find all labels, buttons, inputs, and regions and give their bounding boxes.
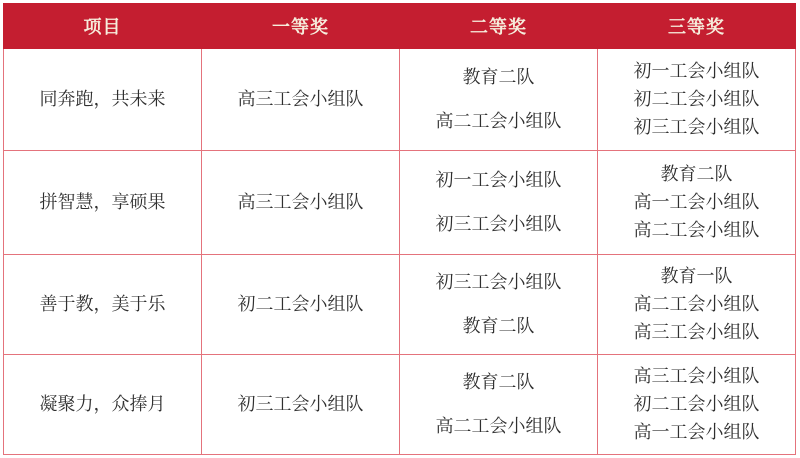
team-name: 教育二队 <box>462 315 535 337</box>
team-name: 初三工会小组队 <box>435 271 562 293</box>
table-row <box>4 255 796 355</box>
team-name: 初三工会小组队 <box>633 116 760 138</box>
table-row <box>4 49 796 151</box>
header-cell-project: 项目 <box>4 4 202 49</box>
header-cell-second-prize: 二等奖 <box>400 4 598 49</box>
team-name: 高三工会小组队 <box>633 321 760 343</box>
team-name: 教育一队 <box>660 265 733 287</box>
second-prize-cell <box>400 49 598 151</box>
project-cell <box>4 255 202 355</box>
project-name: 善于教，美于乐 <box>39 293 166 315</box>
table-row <box>4 355 796 455</box>
table-row <box>4 151 796 255</box>
project-name: 同奔跑，共未来 <box>39 88 166 110</box>
third-prize-cell <box>598 49 796 151</box>
team-name: 高二工会小组队 <box>633 219 760 241</box>
team-name: 教育二队 <box>660 163 733 185</box>
award-table-page <box>3 3 796 455</box>
header-cell-third-prize: 三等奖 <box>598 4 796 49</box>
project-name: 凝聚力，众捧月 <box>39 393 166 415</box>
team-name: 教育二队 <box>462 66 535 88</box>
team-name: 初二工会小组队 <box>237 293 364 315</box>
first-prize-cell <box>202 255 400 355</box>
third-prize-cell <box>598 151 796 255</box>
team-name: 高三工会小组队 <box>237 191 364 213</box>
team-name: 高一工会小组队 <box>633 421 760 443</box>
second-prize-cell <box>400 355 598 455</box>
team-name: 高二工会小组队 <box>633 293 760 315</box>
team-name: 高三工会小组队 <box>237 88 364 110</box>
team-name: 初二工会小组队 <box>633 393 760 415</box>
team-name: 初一工会小组队 <box>435 169 562 191</box>
team-name: 高二工会小组队 <box>435 110 562 132</box>
header-cell-first-prize: 一等奖 <box>202 4 400 49</box>
team-name: 初二工会小组队 <box>633 88 760 110</box>
project-name: 拼智慧，享硕果 <box>39 191 166 213</box>
team-name: 初三工会小组队 <box>237 393 364 415</box>
header-row <box>4 4 796 49</box>
team-name: 初一工会小组队 <box>633 60 760 82</box>
team-name: 高一工会小组队 <box>633 191 760 213</box>
project-cell <box>4 355 202 455</box>
team-name: 高二工会小组队 <box>435 415 562 437</box>
first-prize-cell <box>202 151 400 255</box>
team-name: 高三工会小组队 <box>633 365 760 387</box>
second-prize-cell <box>400 255 598 355</box>
first-prize-cell <box>202 355 400 455</box>
team-name: 教育二队 <box>462 371 535 393</box>
team-name: 初三工会小组队 <box>435 213 562 235</box>
second-prize-cell <box>400 151 598 255</box>
project-cell <box>4 49 202 151</box>
third-prize-cell <box>598 255 796 355</box>
third-prize-cell <box>598 355 796 455</box>
project-cell <box>4 151 202 255</box>
first-prize-cell <box>202 49 400 151</box>
award-table <box>3 3 796 455</box>
